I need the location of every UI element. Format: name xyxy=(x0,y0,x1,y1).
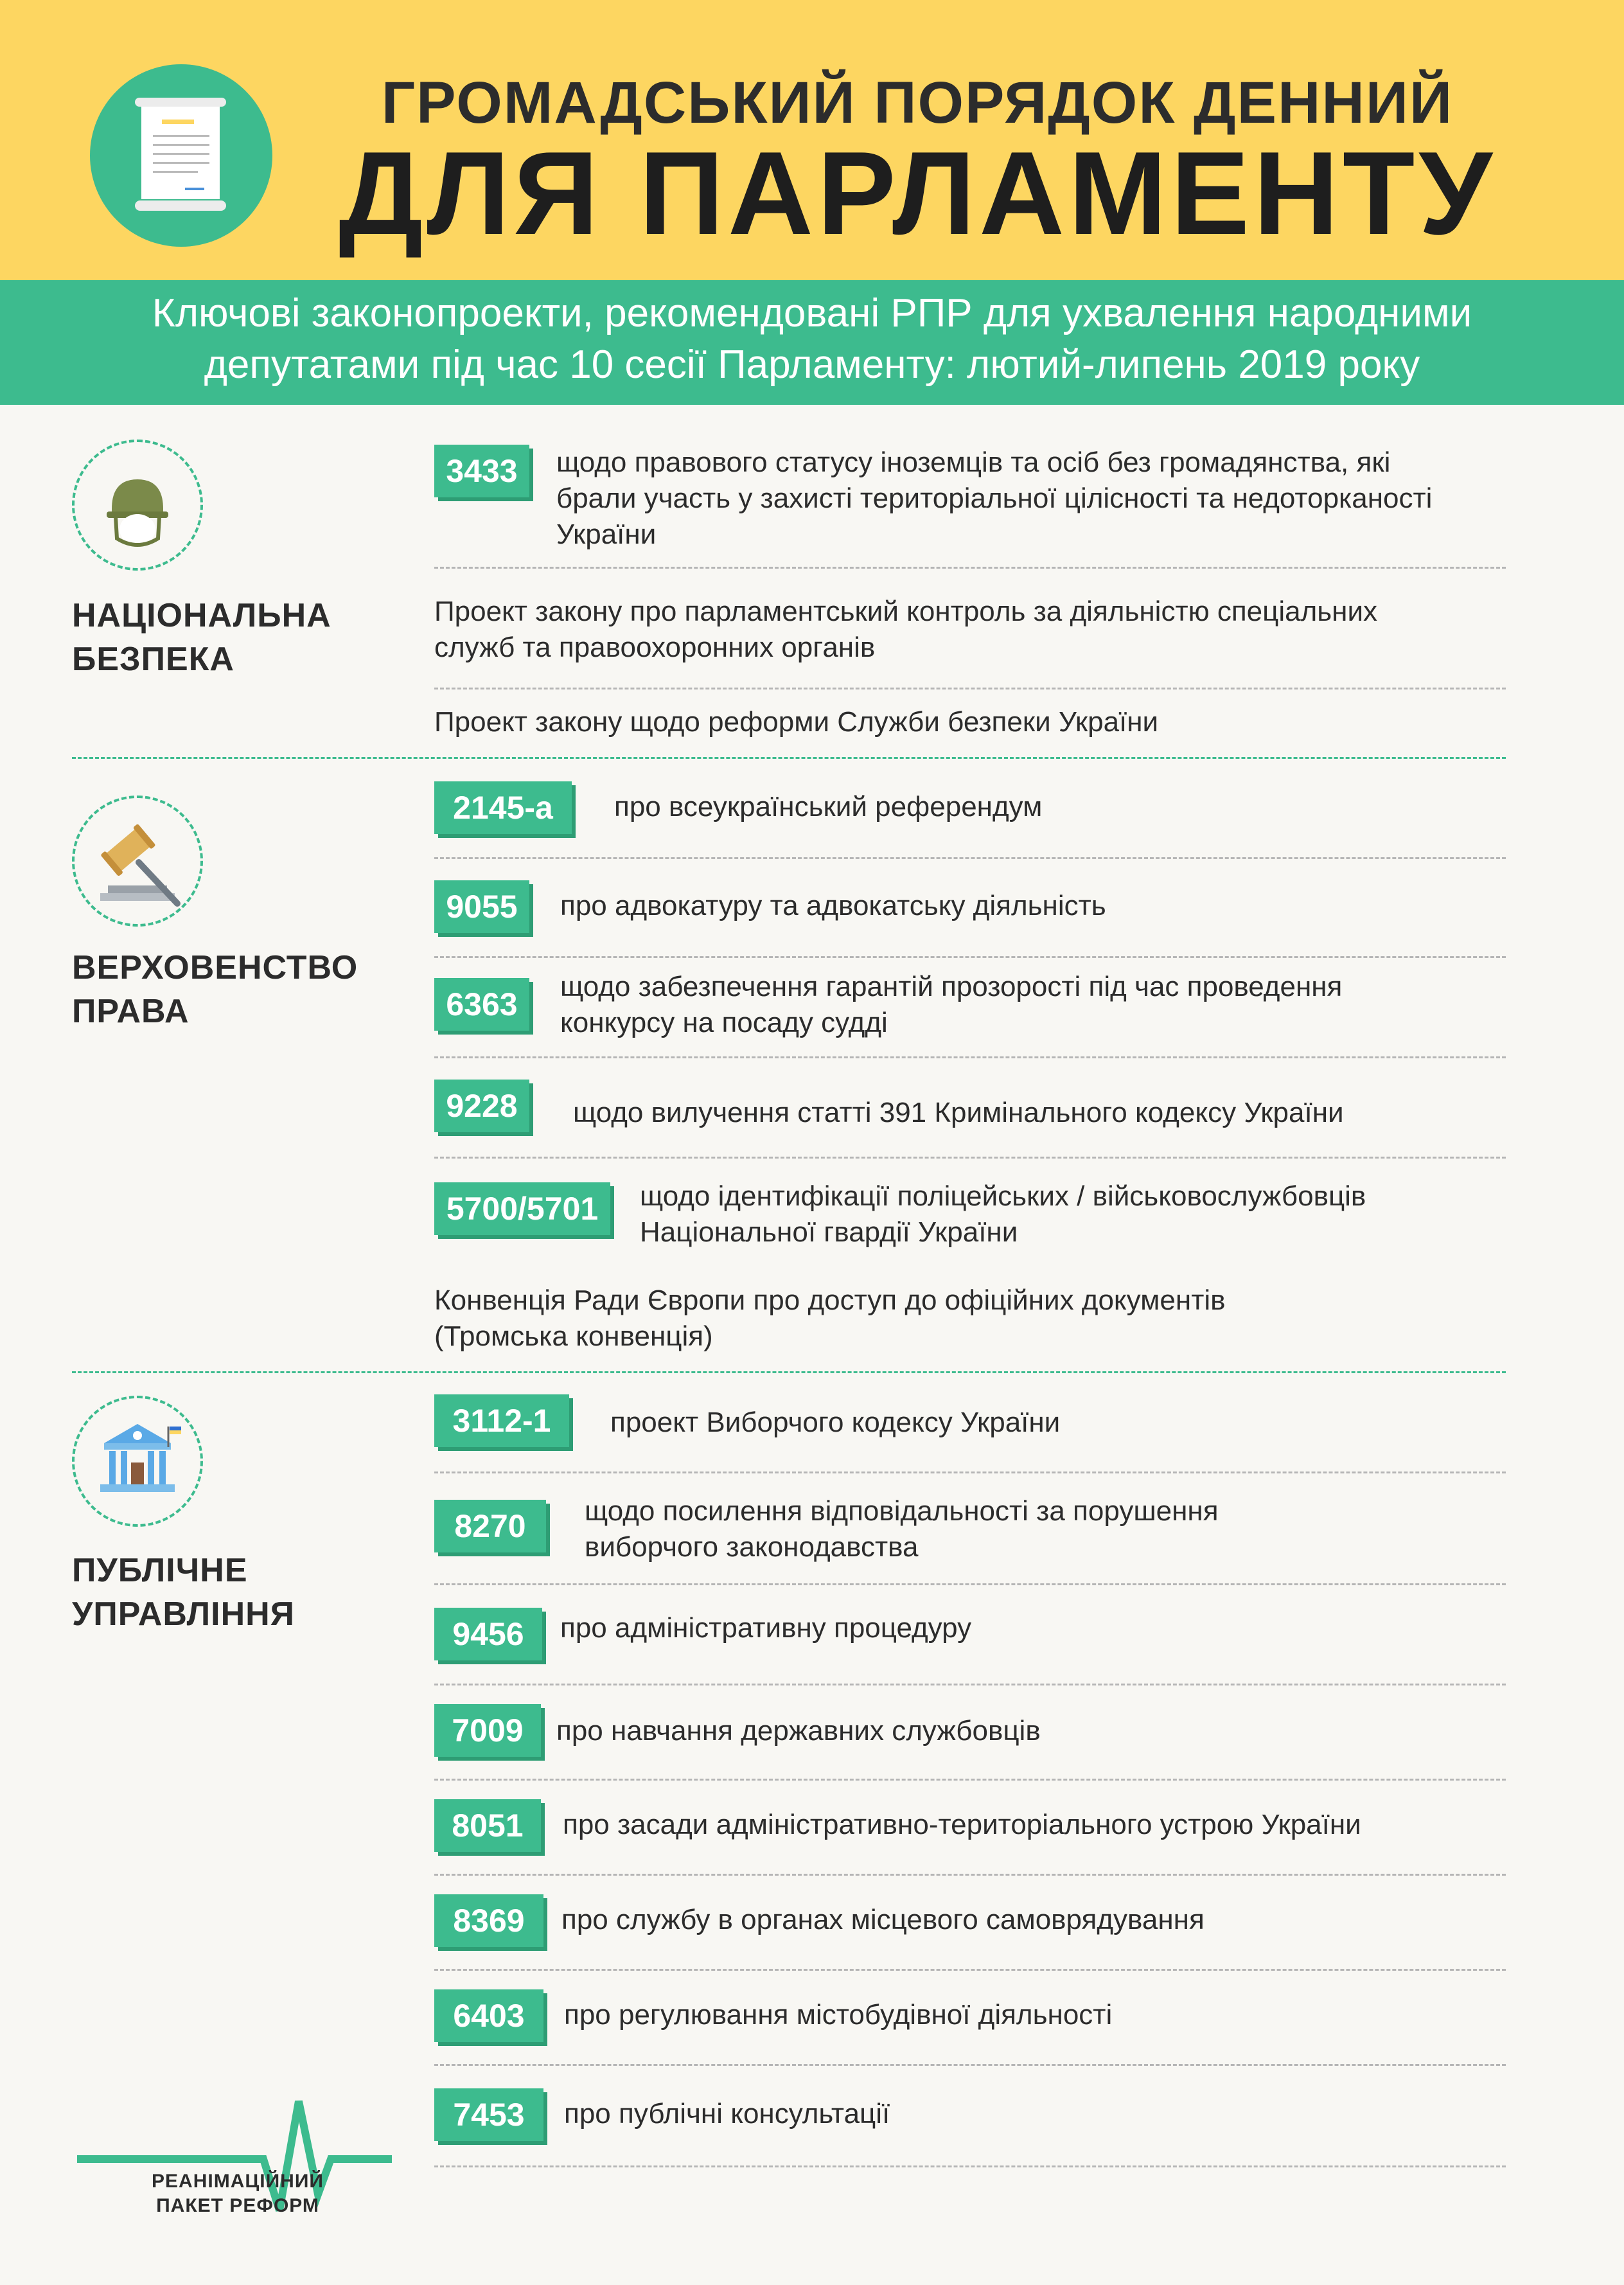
section-title-line1: ВЕРХОВЕНСТВО xyxy=(72,949,358,986)
helmet-icon xyxy=(72,440,203,571)
footer-logo-line1: РЕАНІМАЦІЙНИЙ xyxy=(152,2171,324,2192)
section-title-line1: НАЦІОНАЛЬНА xyxy=(72,597,331,634)
bill-description: проект Виборчого кодексу України xyxy=(610,1407,1061,1438)
section-title-line2: УПРАВЛІННЯ xyxy=(72,1596,296,1633)
bill-number-badge: 7453 xyxy=(434,2088,543,2141)
bill-number-badge: 3112-1 xyxy=(434,1394,569,1447)
header-banner xyxy=(0,0,1624,280)
row-divider xyxy=(434,2064,1506,2066)
bill-number-badge: 6403 xyxy=(434,1989,543,2042)
row-divider xyxy=(434,857,1506,859)
bill-number-badge: 8369 xyxy=(434,1894,543,1947)
bill-description: про адвокатуру та адвокатську діяльність xyxy=(560,890,1106,921)
bill-description: про засади адміністративно-територіального устрою України xyxy=(563,1809,1361,1840)
title-line2: ДЛЯ ПАРЛАМЕНТУ xyxy=(339,127,1496,259)
footer-logo-text xyxy=(77,2169,398,2218)
bill-number-badge: 2145-а xyxy=(434,781,572,834)
bill-number-badge: 8270 xyxy=(434,1500,546,1552)
bill-description: Конвенція Ради Європи про доступ до офіційних документів (Тромська конвенція) xyxy=(434,1285,1226,1352)
row-divider xyxy=(434,1471,1506,1473)
row-divider xyxy=(434,1583,1506,1585)
bill-number-badge: 8051 xyxy=(434,1799,541,1852)
section-divider xyxy=(72,1371,1506,1373)
row-divider xyxy=(434,1157,1506,1159)
bill-number-badge: 9055 xyxy=(434,880,529,933)
bill-number-badge: 6363 xyxy=(434,978,529,1031)
subtitle-line2: депутатами під час 10 сесії Парламенту: лютий-липень 2019 року xyxy=(204,342,1420,387)
bill-description: про навчання державних службовців xyxy=(556,1715,1041,1747)
bill-description: про адміністративну процедуру xyxy=(560,1612,972,1644)
section-title-rule-of-law xyxy=(72,946,432,1033)
bill-number-badge: 5700/5701 xyxy=(434,1182,610,1235)
bill-description: щодо вилучення статті 391 Кримінального кодексу України xyxy=(573,1097,1344,1128)
bill-description: про всеукраїнський референдум xyxy=(614,791,1043,822)
bill-description: Проект закону щодо реформи Служби безпеки України xyxy=(434,706,1159,738)
bill-description: про службу в органах місцевого самоврядування xyxy=(561,1904,1205,1935)
document-scroll-icon xyxy=(132,98,229,212)
section-title-national-security xyxy=(72,594,432,681)
footer-logo-line2: ПАКЕТ РЕФОРМ xyxy=(156,2195,319,2216)
title-line1: ГРОМАДСЬКИЙ ПОРЯДОК ДЕННИЙ xyxy=(381,70,1454,136)
bill-description: Проект закону про парламентський контроль за діяльністю спеціальних служб та правоохоронних органів xyxy=(434,596,1378,663)
row-divider xyxy=(434,1056,1506,1058)
bill-description: про публічні консультації xyxy=(564,2098,890,2129)
bill-number-badge: 3433 xyxy=(434,445,529,497)
row-divider xyxy=(434,567,1506,569)
section-title-line1: ПУБЛІЧНЕ xyxy=(72,1552,248,1589)
section-divider xyxy=(72,757,1506,759)
bill-description: щодо посилення відповідальності за порушення виборчого законодавства xyxy=(585,1495,1219,1563)
bill-description: щодо правового статусу іноземців та осіб без громадянства, які брали участь у захисті територіальної цілісності та недоторканості України xyxy=(556,447,1433,550)
bill-number-badge: 9456 xyxy=(434,1608,542,1660)
row-divider xyxy=(434,1684,1506,1685)
row-divider xyxy=(434,688,1506,689)
bill-description: щодо забезпечення гарантій прозорості під час проведення конкурсу на посаду судді xyxy=(560,971,1343,1038)
row-divider xyxy=(434,1874,1506,1876)
government-building-icon xyxy=(72,1396,203,1527)
bill-description: про регулювання містобудівної діяльності xyxy=(564,1999,1113,2031)
subtitle xyxy=(64,288,1560,391)
section-title-public-administration xyxy=(72,1549,432,1636)
gavel-icon xyxy=(72,796,203,927)
row-divider xyxy=(434,1969,1506,1971)
bill-number-badge: 9228 xyxy=(434,1080,529,1132)
row-divider xyxy=(434,2165,1506,2167)
bill-description: щодо ідентифікації поліцейських / військовослужбовців Національної гвардії України xyxy=(640,1180,1366,1248)
row-divider xyxy=(434,956,1506,958)
section-title-line2: ПРАВА xyxy=(72,993,190,1030)
subtitle-line1: Ключові законопроекти, рекомендовані РПР для ухвалення народними xyxy=(152,291,1472,335)
section-title-line2: БЕЗПЕКА xyxy=(72,641,234,678)
bill-number-badge: 7009 xyxy=(434,1704,541,1757)
row-divider xyxy=(434,1779,1506,1781)
